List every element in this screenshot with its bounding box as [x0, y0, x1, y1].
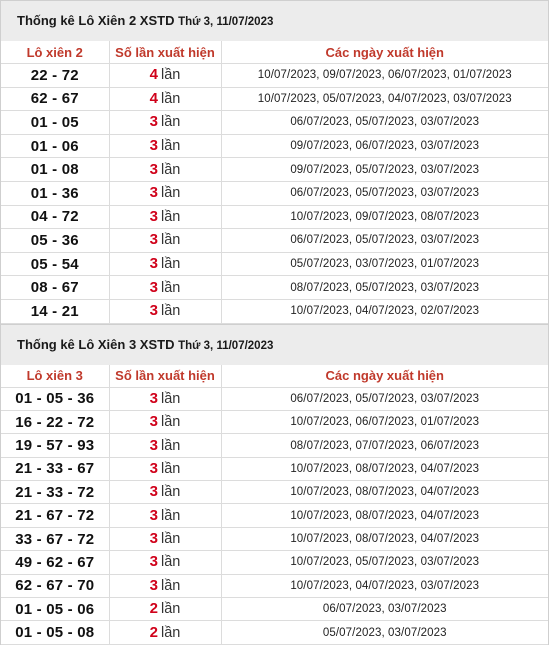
- count-unit: lần: [160, 460, 181, 477]
- count-cell: [109, 134, 221, 158]
- dates-cell: 06/07/2023, 05/07/2023, 03/07/2023: [221, 387, 548, 410]
- count-cell: [109, 158, 221, 182]
- count-number: 3: [149, 207, 158, 225]
- table-row: [1, 457, 548, 480]
- table-header-row: [1, 365, 548, 388]
- count-unit: lần: [160, 256, 181, 273]
- count-unit: lần: [160, 554, 181, 571]
- count-number: 3: [149, 389, 158, 407]
- pair-cell: 04 - 72: [1, 205, 109, 229]
- dates-cell: 10/07/2023, 04/07/2023, 02/07/2023: [221, 299, 548, 323]
- count-number: 3: [149, 231, 158, 249]
- count-number: 3: [149, 436, 158, 454]
- count-cell: [109, 551, 221, 574]
- count-cell: [109, 229, 221, 253]
- count-cell: [109, 205, 221, 229]
- pair-cell: 22 - 72: [1, 64, 109, 88]
- header-pair: Lô xiên 3: [1, 365, 109, 388]
- pair-cell: 14 - 21: [1, 299, 109, 323]
- table-row: [1, 504, 548, 527]
- count-cell: [109, 574, 221, 597]
- count-cell: [109, 111, 221, 135]
- section-title-bar: [1, 324, 548, 365]
- count-unit: lần: [160, 507, 181, 524]
- header-pair: Lô xiên 2: [1, 41, 109, 64]
- count-number: 2: [149, 600, 158, 618]
- stats-table: [1, 41, 548, 324]
- dates-cell: 08/07/2023, 05/07/2023, 03/07/2023: [221, 276, 548, 300]
- section-date: Thứ 3, 11/07/2023: [178, 339, 274, 352]
- dates-cell: 06/07/2023, 03/07/2023: [221, 598, 548, 621]
- pair-cell: 01 - 05 - 36: [1, 387, 109, 410]
- count-unit: lần: [160, 390, 181, 407]
- dates-cell: 10/07/2023, 05/07/2023, 04/07/2023, 03/07/2023: [221, 87, 548, 111]
- count-cell: [109, 504, 221, 527]
- table-row: [1, 181, 548, 205]
- dates-cell: 10/07/2023, 04/07/2023, 03/07/2023: [221, 574, 548, 597]
- table-row: [1, 205, 548, 229]
- pair-cell: 21 - 33 - 72: [1, 481, 109, 504]
- pair-cell: 16 - 22 - 72: [1, 410, 109, 433]
- pair-cell: 21 - 33 - 67: [1, 457, 109, 480]
- table-row: [1, 64, 548, 88]
- pair-cell: 33 - 67 - 72: [1, 527, 109, 550]
- count-number: 3: [149, 278, 158, 296]
- table-row: [1, 158, 548, 182]
- header-count: Số lần xuất hiện: [109, 41, 221, 64]
- dates-cell: 10/07/2023, 05/07/2023, 03/07/2023: [221, 551, 548, 574]
- table-row: [1, 434, 548, 457]
- pair-cell: 05 - 36: [1, 229, 109, 253]
- count-unit: lần: [160, 138, 181, 155]
- section-title: Thống kê Lô Xiên 3 XSTD: [17, 336, 175, 352]
- count-number: 3: [149, 184, 158, 202]
- dates-cell: 10/07/2023, 09/07/2023, 08/07/2023: [221, 205, 548, 229]
- pair-cell: 01 - 05 - 08: [1, 621, 109, 644]
- count-number: 3: [149, 113, 158, 131]
- header-count: Số lần xuất hiện: [109, 365, 221, 388]
- count-number: 2: [149, 623, 158, 641]
- table-row: [1, 481, 548, 504]
- count-unit: lần: [160, 279, 181, 296]
- dates-cell: 05/07/2023, 03/07/2023, 01/07/2023: [221, 252, 548, 276]
- dates-cell: 10/07/2023, 08/07/2023, 04/07/2023: [221, 457, 548, 480]
- table-row: [1, 111, 548, 135]
- count-unit: lần: [160, 208, 181, 225]
- pair-cell: 19 - 57 - 93: [1, 434, 109, 457]
- dates-cell: 10/07/2023, 08/07/2023, 04/07/2023: [221, 504, 548, 527]
- table-row: [1, 410, 548, 433]
- count-number: 3: [149, 530, 158, 548]
- table-row: [1, 551, 548, 574]
- count-number: 4: [149, 89, 158, 107]
- table-row: [1, 299, 548, 323]
- pair-cell: 62 - 67: [1, 87, 109, 111]
- table-row: [1, 229, 548, 253]
- count-unit: lần: [160, 161, 181, 178]
- dates-cell: 05/07/2023, 03/07/2023: [221, 621, 548, 644]
- count-unit: lần: [160, 67, 181, 84]
- count-cell: [109, 598, 221, 621]
- count-unit: lần: [160, 90, 181, 107]
- section-title: Thống kê Lô Xiên 2 XSTD: [17, 13, 175, 28]
- dates-cell: 10/07/2023, 08/07/2023, 04/07/2023: [221, 481, 548, 504]
- count-unit: lần: [160, 303, 181, 320]
- pair-cell: 21 - 67 - 72: [1, 504, 109, 527]
- table-row: [1, 387, 548, 410]
- dates-cell: 06/07/2023, 05/07/2023, 03/07/2023: [221, 181, 548, 205]
- count-cell: [109, 181, 221, 205]
- count-cell: [109, 457, 221, 480]
- count-number: 3: [149, 302, 158, 320]
- table-row: [1, 134, 548, 158]
- table-row: [1, 252, 548, 276]
- pair-cell: 01 - 08: [1, 158, 109, 182]
- count-cell: [109, 276, 221, 300]
- pair-cell: 62 - 67 - 70: [1, 574, 109, 597]
- count-unit: lần: [160, 414, 181, 431]
- count-number: 3: [149, 576, 158, 594]
- count-number: 3: [149, 459, 158, 477]
- count-number: 3: [149, 413, 158, 431]
- table-row: [1, 574, 548, 597]
- stats-section-xien-3: [0, 324, 549, 645]
- count-unit: lần: [160, 531, 181, 548]
- count-number: 4: [149, 66, 158, 84]
- count-cell: [109, 299, 221, 323]
- count-number: 3: [149, 255, 158, 273]
- count-cell: [109, 410, 221, 433]
- count-unit: lần: [160, 437, 181, 454]
- header-dates: Các ngày xuất hiện: [221, 41, 548, 64]
- dates-cell: 06/07/2023, 05/07/2023, 03/07/2023: [221, 229, 548, 253]
- table-row: [1, 527, 548, 550]
- pair-cell: 01 - 36: [1, 181, 109, 205]
- count-unit: lần: [160, 114, 181, 131]
- count-number: 3: [149, 160, 158, 178]
- count-number: 3: [149, 137, 158, 155]
- pair-cell: 01 - 05 - 06: [1, 598, 109, 621]
- section-title-bar: [1, 0, 548, 41]
- count-unit: lần: [160, 232, 181, 249]
- count-cell: [109, 87, 221, 111]
- pair-cell: 01 - 06: [1, 134, 109, 158]
- dates-cell: 10/07/2023, 08/07/2023, 04/07/2023: [221, 527, 548, 550]
- count-cell: [109, 252, 221, 276]
- count-unit: lần: [160, 601, 181, 618]
- dates-cell: 09/07/2023, 05/07/2023, 03/07/2023: [221, 158, 548, 182]
- pair-cell: 05 - 54: [1, 252, 109, 276]
- section-date: Thứ 3, 11/07/2023: [178, 16, 274, 28]
- table-row: [1, 87, 548, 111]
- count-cell: [109, 387, 221, 410]
- count-cell: [109, 434, 221, 457]
- dates-cell: 06/07/2023, 05/07/2023, 03/07/2023: [221, 111, 548, 135]
- count-number: 3: [149, 553, 158, 571]
- table-header-row: [1, 41, 548, 64]
- count-cell: [109, 527, 221, 550]
- dates-cell: 09/07/2023, 06/07/2023, 03/07/2023: [221, 134, 548, 158]
- pair-cell: 08 - 67: [1, 276, 109, 300]
- count-cell: [109, 481, 221, 504]
- table-row: [1, 598, 548, 621]
- count-unit: lần: [160, 577, 181, 594]
- header-dates: Các ngày xuất hiện: [221, 365, 548, 388]
- dates-cell: 10/07/2023, 09/07/2023, 06/07/2023, 01/07/2023: [221, 64, 548, 88]
- count-unit: lần: [160, 185, 181, 202]
- dates-cell: 10/07/2023, 06/07/2023, 01/07/2023: [221, 410, 548, 433]
- count-number: 3: [149, 483, 158, 501]
- dates-cell: 08/07/2023, 07/07/2023, 06/07/2023: [221, 434, 548, 457]
- stats-table: [1, 365, 548, 645]
- pair-cell: 01 - 05: [1, 111, 109, 135]
- table-row: [1, 276, 548, 300]
- count-cell: [109, 64, 221, 88]
- pair-cell: 49 - 62 - 67: [1, 551, 109, 574]
- count-unit: lần: [160, 484, 181, 501]
- count-number: 3: [149, 506, 158, 524]
- count-unit: lần: [160, 624, 181, 641]
